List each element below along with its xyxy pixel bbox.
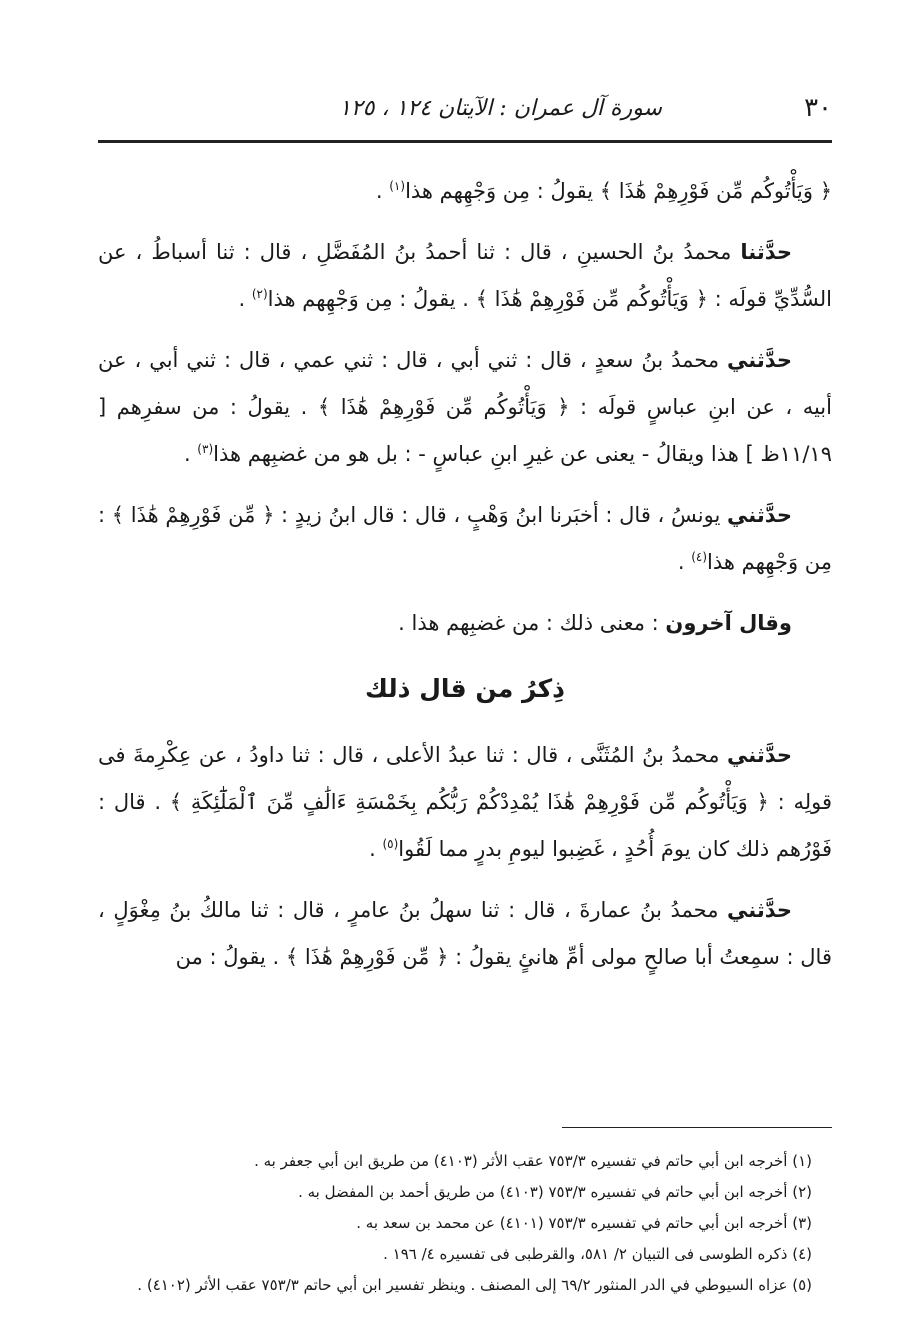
footnote: (١) أخرجه ابن أبي حاتم في تفسيره ٧٥٣/٣ عقب الأثر (٤١٠٣) من طريق ابن أبي جعفر به . xyxy=(254,1152,812,1170)
paragraph-tail: . xyxy=(375,179,390,203)
paragraph-lead: وقال آخرون xyxy=(665,611,792,635)
footnote: (٢) أخرجه ابن أبي حاتم في تفسيره ٧٥٣/٣ (٤١٠٣) من طريق أحمد بن المفضل به . xyxy=(298,1183,812,1201)
paragraph-text: محمدُ بنُ الحسينِ ، قال : ثنا أحمدُ بنُ المُفَضَّلِ ، قال : ثنا أسباطُ ، عن السُّدِّيِّ قولَه : ﴿ وَيَأْتُوكُم مِّن فَوْرِهِمْ هَٰذَا ﴾ . يقولُ : مِن وَجْهِهم هذا xyxy=(98,240,832,311)
paragraph-7 xyxy=(98,887,832,981)
main-text xyxy=(98,168,832,995)
footnote-ref: (٤) xyxy=(691,550,708,564)
paragraph-1 xyxy=(98,168,832,215)
footnote-rule xyxy=(562,1127,832,1128)
footnote: (٥) عزاه السيوطي في الدر المنثور ٦٩/٢ إلى المصنف . وينظر تفسير ابن أبي حاتم ٧٥٣/٣ عقب الأثر (٤١٠٢) . xyxy=(137,1276,812,1294)
paragraph-text: محمدُ بنُ عمارةَ ، قال : ثنا سهلُ بنُ عامرٍ ، قال : ثنا مالكُ بنُ مِغْوَلٍ ، قال : سمِعتُ أبا صالحٍ مولى أمِّ هانئٍ يقولُ : ﴿ مِّن فَوْرِهِمْ هَٰذَا ﴾ . يقولُ : من xyxy=(98,898,832,969)
paragraph-tail: . xyxy=(238,287,252,311)
paragraph-lead: حدَّثني xyxy=(727,743,792,767)
footnote-ref: (١) xyxy=(389,179,406,193)
header-rule xyxy=(98,140,832,143)
paragraph-tail: . xyxy=(369,837,383,861)
paragraph-3 xyxy=(98,337,832,478)
paragraph-2 xyxy=(98,229,832,323)
paragraph-text: يونسُ ، قال : أخبَرنا ابنُ وَهْبٍ ، قال : قال ابنُ زيدٍ : ﴿ مِّن فَوْرِهِمْ هَٰذَا ﴾ : مِن وَجْهِهم هذا xyxy=(98,503,832,574)
page-number: ٣٠ xyxy=(804,93,832,123)
paragraph-4 xyxy=(98,492,832,586)
page-header xyxy=(100,88,832,128)
footnotes xyxy=(100,1146,812,1301)
paragraph-text: : معنى ذلك : من غضبِهم هذا . xyxy=(398,611,666,635)
paragraph-lead: حدَّثني xyxy=(727,898,792,922)
paragraph-lead: حدَّثني xyxy=(727,503,792,527)
footnote: (٣) أخرجه ابن أبي حاتم في تفسيره ٧٥٣/٣ (٤١٠١) عن محمد بن سعد به . xyxy=(356,1214,812,1232)
paragraph-lead: حدَّثني xyxy=(727,348,792,372)
paragraph-tail: . xyxy=(677,550,692,574)
footnote-ref: (٢) xyxy=(251,287,268,301)
running-title: سورة آل عمران : الآيتان ١٢٤ ، ١٢٥ xyxy=(339,95,662,121)
paragraph-5 xyxy=(98,600,832,647)
footnote-ref: (٥) xyxy=(382,837,399,851)
paragraph-6 xyxy=(98,732,832,873)
paragraph-text: ﴿ وَيَأْتُوكُم مِّن فَوْرِهِمْ هَٰذَا ﴾ يقولُ : مِن وَجْهِهم هذا xyxy=(405,179,832,203)
paragraph-text: محمدُ بنُ المُثَنَّى ، قال : ثنا عبدُ الأعلى ، قال : ثنا داودُ ، عن عِكْرِمةَ فى قولِه : ﴿ وَيَأْتُوكُم مِّن فَوْرِهِمْ هَٰذَا يُمْدِدْكُمْ رَبُّكُم بِخَمْسَةِ ءَالَٰفٍ مِّنَ ٱلْمَلَٰٓئِكَةِ ﴾ . قال : فَوْرُهم ذلك كان يومَ أُحُدٍ ، غَضِبوا ليومِ بدرٍ مما لَقُوا xyxy=(98,743,832,861)
footnote-ref: (٣) xyxy=(197,442,214,456)
footnote: (٤) ذكره الطوسى فى التبيان ٢/ ٥٨١، والقرطبى فى تفسيره ٤/ ١٩٦ . xyxy=(383,1245,812,1263)
paragraph-lead: حدَّثنا xyxy=(740,240,792,264)
paragraph-tail: . xyxy=(183,442,198,466)
section-heading: ذِكرُ من قال ذلك xyxy=(365,674,565,703)
paragraph-text: محمدُ بنُ سعدٍ ، قال : ثني أبي ، قال : ثني عمي ، قال : ثني أبي ، عن أبيه ، عن ابنِ عباسٍ قولَه : ﴿ وَيَأْتُوكُم مِّن فَوْرِهِمْ هَٰذَا ﴾ . يقولُ : من سفرِهم [ ١١/١٩ظ ] هذا ويقالُ - يعنى عن غيرِ ابنِ عباسٍ - : بل هو من غضبِهم هذا xyxy=(98,348,832,466)
